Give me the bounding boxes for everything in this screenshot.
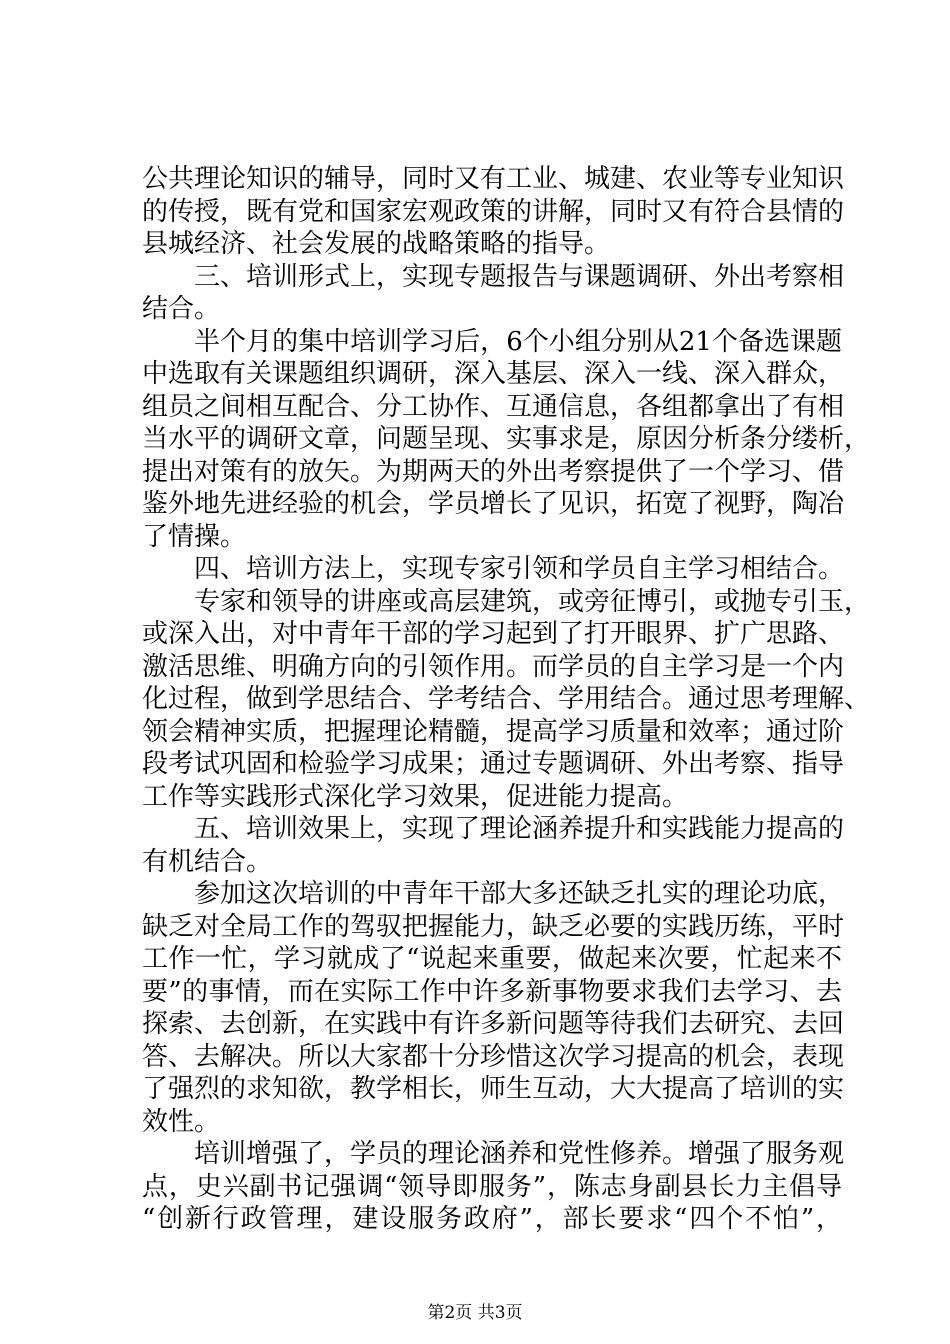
- text-line: 工作等实践形式深化学习效果，促进能力提高。: [142, 781, 689, 812]
- text-line: 半个月的集中培训学习后，6个小组分别从21个备选课题: [142, 326, 842, 357]
- page-footer: 第2页 共3页: [427, 1303, 523, 1323]
- text-line: 要”的事情，而在实际工作中许多新事物要求我们去学习、去: [142, 976, 842, 1007]
- text-line: 公共理论知识的辅导，同时又有工业、城建、农业等专业知识: [142, 164, 845, 194]
- text-line: 或深入出，对中青年干部的学习起到了打开眼界、扩广思路、: [142, 619, 845, 649]
- text-line: 提出对策有的放矢。为期两天的外出考察提供了一个学习、借: [142, 456, 845, 487]
- text-line: 化过程，做到学思结合、学考结合、学用结合。通过思考理解、: [142, 684, 871, 714]
- text-line: 缺乏对全局工作的驾驭把握能力，缺乏必要的实践历练，平时: [142, 911, 845, 942]
- text-line: 五、培训效果上，实现了理论涵养提升和实践能力提高的: [142, 814, 845, 844]
- text-line: 鉴外地先进经验的机会，学员增长了见识，拓宽了视野，陶冶: [142, 489, 845, 519]
- text-line: 专家和领导的讲座或高层建筑，或旁征博引，或抛专引玉，: [142, 586, 871, 617]
- text-line: 县城经济、社会发展的战略策略的指导。: [142, 229, 611, 259]
- text-line: 结合。: [142, 294, 221, 324]
- text-line: 激活思维、明确方向的引领作用。而学员的自主学习是一个内: [142, 651, 845, 682]
- text-line: 参加这次培训的中青年干部大多还缺乏扎实的理论功底，: [142, 879, 845, 909]
- text-line: 的传授，既有党和国家宏观政策的讲解，同时又有符合县情的: [142, 196, 845, 227]
- text-line: 段考试巩固和检验学习成果；通过专题调研、外出考察、指导: [142, 749, 845, 779]
- text-line: 了情操。: [142, 521, 247, 552]
- text-line: 领会精神实质，把握理论精髓，提高学习质量和效率；通过阶: [142, 716, 845, 747]
- text-line: 了强烈的求知欲，教学相长，师生互动，大大提高了培训的实: [142, 1074, 845, 1104]
- document-body: [142, 163, 871, 1236]
- text-line: “创新行政管理，建设服务政府”，部长要求“四个不怕”，: [142, 1204, 842, 1234]
- text-line: 当水平的调研文章，问题呈现、实事求是，原因分析条分缕析，: [142, 424, 871, 454]
- text-line: 有机结合。: [142, 846, 273, 877]
- text-line: 效性。: [142, 1106, 221, 1137]
- text-line: 答、去解决。所以大家都十分珍惜这次学习提高的机会，表现: [142, 1041, 845, 1072]
- text-line: 探索、去创新，在实践中有许多新问题等待我们去研究、去回: [142, 1009, 845, 1039]
- text-line: 培训增强了，学员的理论涵养和党性修养。增强了服务观: [142, 1139, 845, 1169]
- text-line: 四、培训方法上，实现专家引领和学员自主学习相结合。: [142, 554, 845, 584]
- text-line: 三、培训形式上，实现专题报告与课题调研、外出考察相: [142, 261, 845, 292]
- text-line: 中选取有关课题组织调研，深入基层、深入一线、深入群众，: [142, 359, 845, 389]
- text-line: 组员之间相互配合、分工协作、互通信息，各组都拿出了有相: [142, 391, 845, 422]
- text-line: 点，史兴副书记强调“领导即服务”，陈志身副县长力主倡导: [142, 1171, 842, 1202]
- text-line: 工作一忙，学习就成了“说起来重要，做起来次要，忙起来不: [142, 944, 842, 974]
